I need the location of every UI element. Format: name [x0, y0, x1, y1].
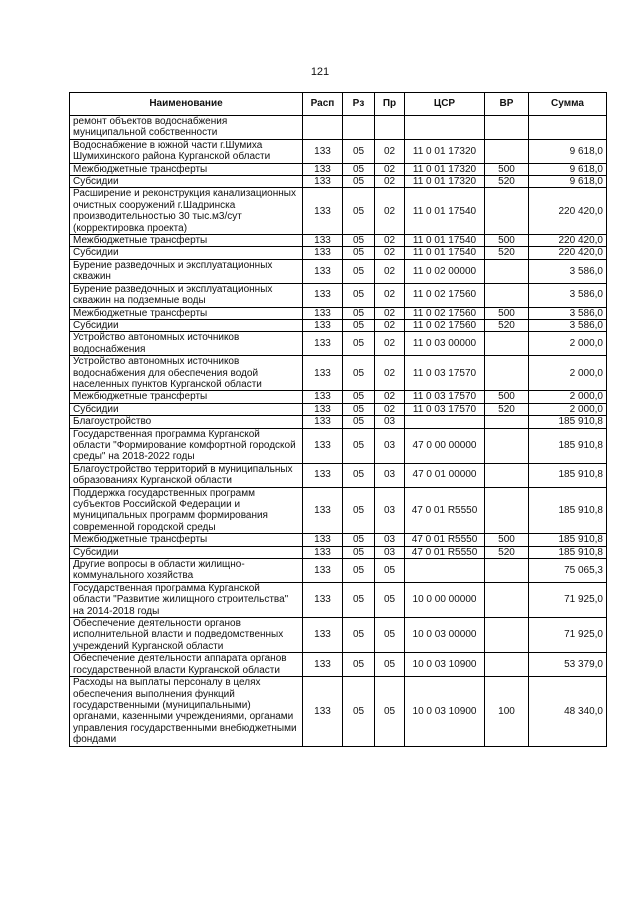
- cell-vr: 100: [485, 677, 529, 746]
- cell-pr: 02: [375, 188, 405, 235]
- cell-rz: 05: [343, 247, 375, 259]
- cell-vr: [485, 356, 529, 391]
- table-row: [70, 582, 607, 617]
- cell-csr: 11 0 02 17560: [405, 307, 485, 319]
- cell-pr: 03: [375, 487, 405, 534]
- cell-name: Устройство автономных источников водоснабжения для обеспечения водой населенных пунктов Курганской области: [70, 356, 303, 391]
- cell-vr: [485, 188, 529, 235]
- table-row: [70, 259, 607, 283]
- cell-rz: 05: [343, 463, 375, 487]
- cell-name: Межбюджетные трансферты: [70, 163, 303, 175]
- page-number: 121: [310, 66, 330, 78]
- cell-sum: 3 586,0: [529, 259, 607, 283]
- header-rasp: Расп: [303, 93, 343, 116]
- table-row: [70, 487, 607, 534]
- table-row: [70, 176, 607, 188]
- cell-vr: [485, 618, 529, 653]
- cell-sum: 53 379,0: [529, 653, 607, 677]
- cell-rasp: 133: [303, 653, 343, 677]
- cell-sum: 220 420,0: [529, 247, 607, 259]
- header-rz: Рз: [343, 93, 375, 116]
- cell-sum: 185 910,8: [529, 487, 607, 534]
- cell-rasp: 133: [303, 534, 343, 546]
- cell-sum: 9 618,0: [529, 163, 607, 175]
- cell-rasp: 133: [303, 176, 343, 188]
- cell-vr: 500: [485, 163, 529, 175]
- cell-name: Поддержка государственных программ субъектов Российской Федерации и муниципальных программ формирования современной городской среды: [70, 487, 303, 534]
- table-row: [70, 463, 607, 487]
- cell-vr: [485, 653, 529, 677]
- cell-rasp: 133: [303, 416, 343, 428]
- cell-name: Расширение и реконструкция канализационных очистных сооружений г.Шадринска производительностью 30 тыс.м3/сут (корректировка проекта): [70, 188, 303, 235]
- cell-rz: 05: [343, 283, 375, 307]
- cell-pr: 02: [375, 235, 405, 247]
- cell-name: Субсидии: [70, 403, 303, 415]
- cell-name: Водоснабжение в южной части г.Шумиха Шумихинского района Курганской области: [70, 139, 303, 163]
- cell-sum: 9 618,0: [529, 139, 607, 163]
- cell-csr: 11 0 03 17570: [405, 403, 485, 415]
- cell-rz: 05: [343, 677, 375, 746]
- cell-csr: 11 0 02 17560: [405, 319, 485, 331]
- cell-csr: 11 0 03 17570: [405, 356, 485, 391]
- cell-csr: 11 0 02 17560: [405, 283, 485, 307]
- table-row: [70, 559, 607, 583]
- cell-rz: 05: [343, 176, 375, 188]
- cell-name: Расходы на выплаты персоналу в целях обеспечения выполнения функций государственными (муниципальными) органами, казенными учреждениями, органами управления государственными внебюджетными фондами: [70, 677, 303, 746]
- cell-rz: 05: [343, 188, 375, 235]
- cell-vr: [485, 416, 529, 428]
- cell-rasp: 133: [303, 163, 343, 175]
- cell-rz: 05: [343, 319, 375, 331]
- cell-csr: 11 0 01 17320: [405, 176, 485, 188]
- table-row: [70, 139, 607, 163]
- cell-pr: 05: [375, 559, 405, 583]
- table-row: [70, 534, 607, 546]
- cell-pr: 02: [375, 319, 405, 331]
- cell-vr: [485, 487, 529, 534]
- cell-csr: 10 0 03 10900: [405, 653, 485, 677]
- header-csr: ЦСР: [405, 93, 485, 116]
- cell-csr: 11 0 01 17540: [405, 247, 485, 259]
- cell-pr: 03: [375, 416, 405, 428]
- cell-rasp: 133: [303, 235, 343, 247]
- table-row: [70, 163, 607, 175]
- cell-sum: 2 000,0: [529, 332, 607, 356]
- table-body: [70, 116, 607, 747]
- cell-sum: 3 586,0: [529, 307, 607, 319]
- table-row: [70, 116, 607, 140]
- cell-pr: 02: [375, 259, 405, 283]
- table-row: [70, 319, 607, 331]
- cell-csr: [405, 559, 485, 583]
- cell-sum: 220 420,0: [529, 235, 607, 247]
- header-pr: Пр: [375, 93, 405, 116]
- cell-csr: 11 0 02 00000: [405, 259, 485, 283]
- cell-sum: 185 910,8: [529, 428, 607, 463]
- cell-vr: [485, 139, 529, 163]
- cell-csr: 11 0 01 17540: [405, 188, 485, 235]
- cell-csr: 10 0 03 10900: [405, 677, 485, 746]
- header-vr: ВР: [485, 93, 529, 116]
- cell-rz: 05: [343, 546, 375, 558]
- cell-rz: 05: [343, 235, 375, 247]
- cell-rasp: 133: [303, 307, 343, 319]
- table-row: [70, 546, 607, 558]
- cell-name: ремонт объектов водоснабжения муниципальной собственности: [70, 116, 303, 140]
- cell-pr: 02: [375, 356, 405, 391]
- table-row: [70, 653, 607, 677]
- cell-name: Государственная программа Курганской области "Формирование комфортной городской среды" на 2018-2022 годы: [70, 428, 303, 463]
- cell-name: Субсидии: [70, 319, 303, 331]
- header-name: Наименование: [70, 93, 303, 116]
- cell-rasp: 133: [303, 247, 343, 259]
- table-row: [70, 247, 607, 259]
- cell-vr: 500: [485, 534, 529, 546]
- cell-name: Благоустройство: [70, 416, 303, 428]
- table-row: [70, 428, 607, 463]
- cell-vr: [485, 116, 529, 140]
- cell-pr: 05: [375, 653, 405, 677]
- table-row: [70, 235, 607, 247]
- cell-csr: [405, 416, 485, 428]
- cell-rasp: 133: [303, 391, 343, 403]
- cell-pr: 02: [375, 163, 405, 175]
- cell-sum: 3 586,0: [529, 319, 607, 331]
- cell-vr: 500: [485, 391, 529, 403]
- cell-rasp: 133: [303, 582, 343, 617]
- cell-vr: 520: [485, 319, 529, 331]
- cell-sum: 2 000,0: [529, 403, 607, 415]
- cell-rz: [343, 116, 375, 140]
- cell-csr: 47 0 01 00000: [405, 463, 485, 487]
- cell-vr: [485, 559, 529, 583]
- cell-csr: 47 0 01 R5550: [405, 534, 485, 546]
- table-header-row: [70, 93, 607, 116]
- cell-csr: 11 0 03 00000: [405, 332, 485, 356]
- cell-rz: 05: [343, 163, 375, 175]
- cell-csr: 47 0 00 00000: [405, 428, 485, 463]
- cell-csr: 11 0 01 17320: [405, 139, 485, 163]
- cell-rasp: 133: [303, 428, 343, 463]
- cell-rz: 05: [343, 307, 375, 319]
- cell-name: Бурение разведочных и эксплуатационных скважин: [70, 259, 303, 283]
- cell-vr: 520: [485, 403, 529, 415]
- cell-vr: [485, 332, 529, 356]
- cell-rz: 05: [343, 653, 375, 677]
- cell-rz: 05: [343, 416, 375, 428]
- cell-rasp: 133: [303, 677, 343, 746]
- cell-rasp: 133: [303, 139, 343, 163]
- cell-pr: 05: [375, 677, 405, 746]
- cell-rz: 05: [343, 582, 375, 617]
- cell-pr: 02: [375, 283, 405, 307]
- cell-pr: 02: [375, 307, 405, 319]
- table-row: [70, 307, 607, 319]
- cell-csr: [405, 116, 485, 140]
- cell-pr: 02: [375, 391, 405, 403]
- cell-rasp: 133: [303, 463, 343, 487]
- cell-rasp: 133: [303, 332, 343, 356]
- cell-rz: 05: [343, 332, 375, 356]
- cell-csr: 11 0 01 17320: [405, 163, 485, 175]
- table-row: [70, 188, 607, 235]
- cell-pr: 05: [375, 618, 405, 653]
- table-row: [70, 332, 607, 356]
- table-row: [70, 618, 607, 653]
- cell-sum: 71 925,0: [529, 618, 607, 653]
- cell-csr: 11 0 03 17570: [405, 391, 485, 403]
- cell-rasp: 133: [303, 259, 343, 283]
- table-row: [70, 677, 607, 746]
- cell-rz: 05: [343, 487, 375, 534]
- cell-rz: 05: [343, 259, 375, 283]
- cell-rz: 05: [343, 618, 375, 653]
- table-row: [70, 391, 607, 403]
- cell-rz: 05: [343, 559, 375, 583]
- cell-sum: 75 065,3: [529, 559, 607, 583]
- cell-name: Устройство автономных источников водоснабжения: [70, 332, 303, 356]
- cell-rz: 05: [343, 403, 375, 415]
- cell-sum: 2 000,0: [529, 356, 607, 391]
- cell-pr: 02: [375, 176, 405, 188]
- cell-rz: 05: [343, 534, 375, 546]
- cell-sum: 185 910,8: [529, 546, 607, 558]
- cell-sum: 48 340,0: [529, 677, 607, 746]
- cell-name: Субсидии: [70, 176, 303, 188]
- cell-pr: 03: [375, 534, 405, 546]
- cell-pr: 02: [375, 403, 405, 415]
- cell-name: Субсидии: [70, 546, 303, 558]
- cell-csr: 11 0 01 17540: [405, 235, 485, 247]
- cell-sum: 3 586,0: [529, 283, 607, 307]
- cell-rz: 05: [343, 139, 375, 163]
- cell-pr: 03: [375, 546, 405, 558]
- cell-pr: 05: [375, 582, 405, 617]
- table-row: [70, 403, 607, 415]
- cell-rasp: 133: [303, 188, 343, 235]
- cell-rasp: 133: [303, 319, 343, 331]
- cell-name: Межбюджетные трансферты: [70, 534, 303, 546]
- cell-sum: 9 618,0: [529, 176, 607, 188]
- cell-rasp: [303, 116, 343, 140]
- cell-pr: [375, 116, 405, 140]
- cell-rz: 05: [343, 428, 375, 463]
- cell-vr: [485, 283, 529, 307]
- cell-rasp: 133: [303, 283, 343, 307]
- cell-rz: 05: [343, 391, 375, 403]
- table-row: [70, 356, 607, 391]
- cell-pr: 03: [375, 463, 405, 487]
- header-sum: Сумма: [529, 93, 607, 116]
- cell-vr: 520: [485, 176, 529, 188]
- cell-sum: 71 925,0: [529, 582, 607, 617]
- cell-sum: 2 000,0: [529, 391, 607, 403]
- cell-name: Другие вопросы в области жилищно-коммунального хозяйства: [70, 559, 303, 583]
- cell-sum: 185 910,8: [529, 534, 607, 546]
- cell-csr: 10 0 03 00000: [405, 618, 485, 653]
- cell-vr: 500: [485, 307, 529, 319]
- cell-sum: 185 910,8: [529, 463, 607, 487]
- cell-csr: 47 0 01 R5550: [405, 546, 485, 558]
- cell-pr: 02: [375, 332, 405, 356]
- table-row: [70, 283, 607, 307]
- cell-name: Субсидии: [70, 247, 303, 259]
- cell-rasp: 133: [303, 618, 343, 653]
- cell-vr: [485, 259, 529, 283]
- cell-name: Государственная программа Курганской области "Развитие жилищного строительства" на 2014-2018 годы: [70, 582, 303, 617]
- cell-vr: 520: [485, 247, 529, 259]
- cell-name: Благоустройство территорий в муниципальных образованиях Курганской области: [70, 463, 303, 487]
- cell-rasp: 133: [303, 487, 343, 534]
- cell-rasp: 133: [303, 356, 343, 391]
- cell-sum: 220 420,0: [529, 188, 607, 235]
- cell-rasp: 133: [303, 546, 343, 558]
- cell-csr: 10 0 00 00000: [405, 582, 485, 617]
- cell-sum: [529, 116, 607, 140]
- cell-name: Обеспечение деятельности аппарата органов государственной власти Курганской области: [70, 653, 303, 677]
- cell-vr: 520: [485, 546, 529, 558]
- cell-pr: 03: [375, 428, 405, 463]
- cell-vr: [485, 428, 529, 463]
- cell-name: Обеспечение деятельности органов исполнительной власти и подведомственных учреждений Курганской области: [70, 618, 303, 653]
- budget-table: [69, 92, 607, 747]
- cell-sum: 185 910,8: [529, 416, 607, 428]
- cell-name: Бурение разведочных и эксплуатационных скважин на подземные воды: [70, 283, 303, 307]
- cell-name: Межбюджетные трансферты: [70, 391, 303, 403]
- cell-csr: 47 0 01 R5550: [405, 487, 485, 534]
- cell-vr: [485, 582, 529, 617]
- cell-rasp: 133: [303, 559, 343, 583]
- cell-rz: 05: [343, 356, 375, 391]
- cell-pr: 02: [375, 139, 405, 163]
- cell-vr: 500: [485, 235, 529, 247]
- cell-name: Межбюджетные трансферты: [70, 307, 303, 319]
- cell-rasp: 133: [303, 403, 343, 415]
- table-row: [70, 416, 607, 428]
- cell-name: Межбюджетные трансферты: [70, 235, 303, 247]
- cell-vr: [485, 463, 529, 487]
- cell-pr: 02: [375, 247, 405, 259]
